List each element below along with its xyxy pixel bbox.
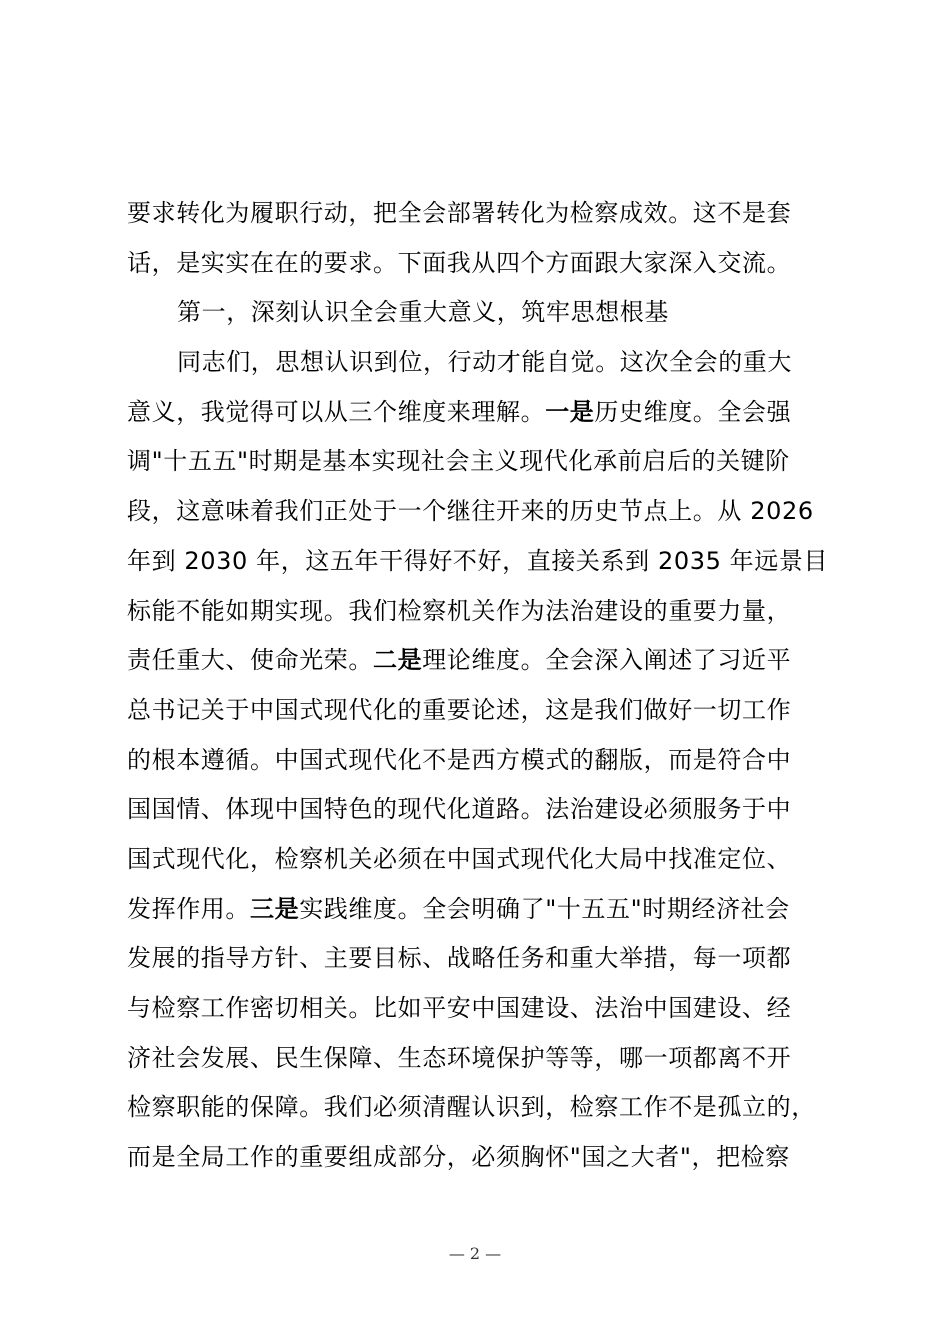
text-segment: 标能不能如期实现。我们检察机关作为法治建设的重要力量， [127, 596, 792, 625]
text-segment: 总书记关于中国式现代化的重要论述，这是我们做好一切工作 [127, 695, 792, 724]
text-segment: 发挥作用。 [127, 894, 250, 923]
text-line [127, 537, 847, 587]
text-line [127, 736, 847, 786]
page-number: — 2 — [448, 1244, 502, 1263]
emphasis-text: 二是 [373, 646, 423, 675]
text-segment: 要求转化为履职行动，把全会部署转化为检察成效。这不是套 [127, 199, 792, 227]
text-line [127, 984, 847, 1034]
text-line [127, 1034, 847, 1084]
text-line [127, 437, 847, 487]
text-line [127, 189, 847, 239]
text-segment: 第一，深刻认识全会重大意义，筑牢思想根基 [177, 298, 669, 327]
text-segment: 历史维度。全会强 [594, 397, 792, 426]
text-segment: 话，是实实在在的要求。下面我从四个方面跟大家深入交流。 [127, 248, 792, 277]
text-line [127, 487, 847, 537]
text-segment: 而是全局工作的重要组成部分，必须胸怀"国之大者"，把检察 [127, 1143, 790, 1172]
emphasis-text: 三是 [250, 894, 300, 923]
text-segment: 济社会发展、民生保障、生态环境保护等等，哪一项都离不开 [127, 1043, 792, 1072]
text-segment: 检察职能的保障。我们必须清醒认识到，检察工作不是孤立的， [127, 1093, 816, 1122]
text-line [127, 239, 847, 289]
text-segment: 的根本遵循。中国式现代化不是西方模式的翻版，而是符合中 [127, 745, 792, 774]
text-line [127, 636, 847, 686]
text-line [127, 885, 847, 935]
text-line [127, 1133, 847, 1183]
text-line [127, 934, 847, 984]
text-segment: 年到 2030 年，这五年干得好不好，直接关系到 2035 年远景目 [127, 546, 829, 575]
text-line [127, 835, 847, 885]
text-line [127, 785, 847, 835]
paragraph-first-line [127, 338, 847, 388]
text-line [127, 388, 847, 438]
emphasis-text: 一是 [545, 397, 595, 426]
text-segment: 段，这意味着我们正处于一个继往开来的历史节点上。从 2026 [127, 497, 814, 526]
text-segment: 国国情、体现中国特色的现代化道路。法治建设必须服务于中 [127, 795, 792, 824]
text-segment: 国式现代化，检察机关必须在中国式现代化大局中找准定位、 [127, 844, 792, 873]
document-body [127, 189, 847, 1183]
text-segment: 实践维度。全会明确了"十五五"时期经济社会 [299, 894, 790, 923]
text-segment: 同志们，思想认识到位，行动才能自觉。这次全会的重大 [177, 348, 792, 377]
text-segment: 责任重大、使命光荣。 [127, 646, 373, 675]
text-line [127, 686, 847, 736]
text-line [127, 1083, 847, 1133]
text-segment: 理论维度。全会深入阐述了习近平 [422, 646, 792, 675]
paragraph-first-line [127, 288, 847, 338]
text-segment: 意义，我觉得可以从三个维度来理解。 [127, 397, 546, 426]
text-segment: 发展的指导方针、主要目标、战略任务和重大举措，每一项都 [127, 944, 792, 973]
text-segment: 调"十五五"时期是基本实现社会主义现代化承前启后的关键阶 [127, 447, 790, 476]
text-line [127, 587, 847, 637]
text-segment: 与检察工作密切相关。比如平安中国建设、法治中国建设、经 [127, 994, 792, 1022]
